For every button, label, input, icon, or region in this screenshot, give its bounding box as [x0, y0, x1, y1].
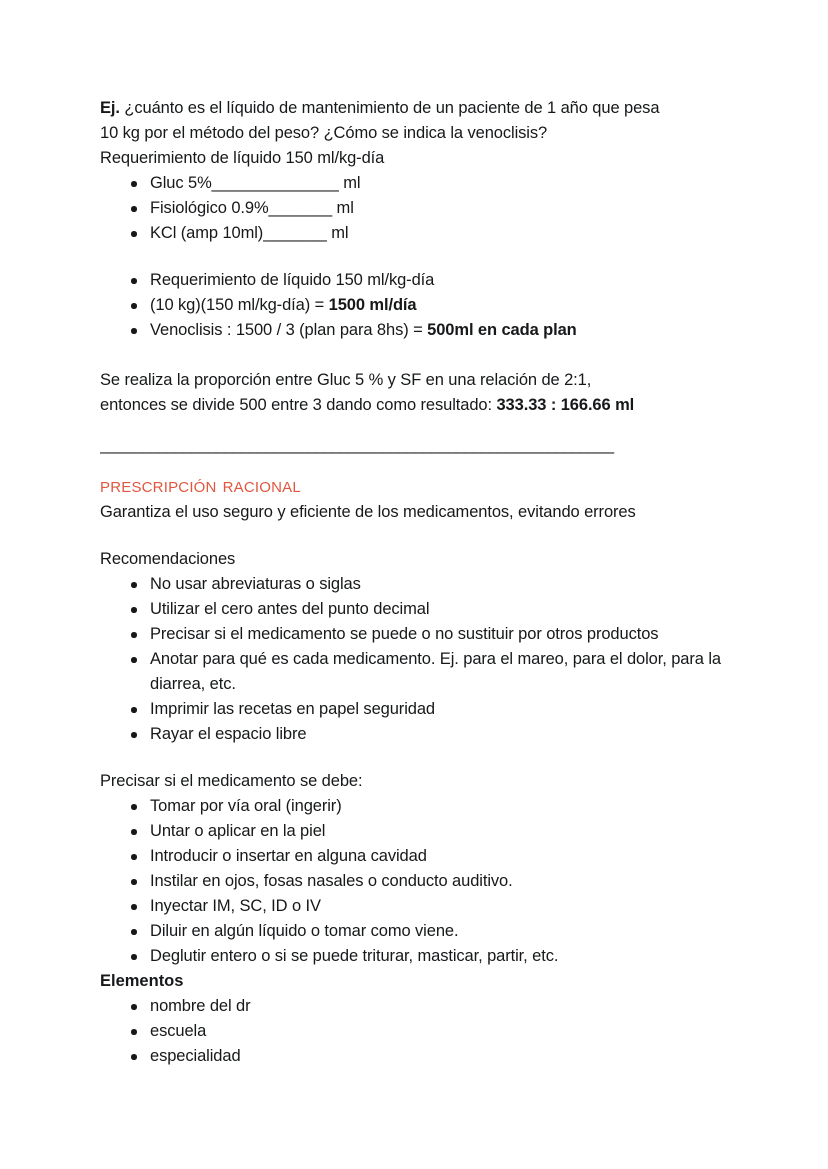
- list-item: Deglutir entero o si se puede triturar, masticar, partir, etc.: [100, 944, 728, 969]
- solution-text: Requerimiento de líquido 150 ml/kg-día: [150, 271, 435, 289]
- list-item: Inyectar IM, SC, ID o IV: [100, 894, 728, 919]
- list-item: escuela: [100, 1019, 728, 1044]
- list-item: Untar o aplicar en la piel: [100, 819, 728, 844]
- elements-list: [100, 994, 728, 1069]
- exercise-blanks-list: [100, 171, 728, 246]
- list-item: KCl (amp 10ml)_______ ml: [100, 221, 728, 246]
- solution-result: 1500 ml/día: [328, 296, 417, 314]
- document-content: [100, 96, 728, 1069]
- solution-text: (10 kg)(150 ml/kg-día) =: [150, 296, 329, 314]
- list-item: Introducir o insertar en alguna cavidad: [100, 844, 728, 869]
- list-item: Gluc 5%______________ ml: [100, 171, 728, 196]
- proportion-line2-plain: entonces se divide 500 entre 3 dando como resultado:: [100, 396, 497, 414]
- section-heading-prescripcion-racional: prescripción racional: [100, 474, 301, 497]
- exercise-question-lead: Ej.: [100, 99, 120, 117]
- list-item: Imprimir las recetas en papel seguridad: [100, 697, 728, 722]
- elements-label: Elementos: [100, 972, 184, 990]
- list-spacer: [100, 246, 728, 268]
- proportion-line1: Se realiza la proporción entre Gluc 5 % y SF en una relación de 2:1,: [100, 371, 592, 389]
- exercise-question-line2: 10 kg por el método del peso? ¿Cómo se indica la venoclisis?: [100, 124, 548, 142]
- list-item: Utilizar el cero antes del punto decimal: [100, 597, 728, 622]
- solution-result: 500ml en cada plan: [427, 321, 577, 339]
- list-item: [100, 318, 728, 343]
- routes-list: [100, 794, 728, 969]
- list-item: Diluir en algún líquido o tomar como viene.: [100, 919, 728, 944]
- list-item: Tomar por vía oral (ingerir): [100, 794, 728, 819]
- exercise-solution-list: [100, 268, 728, 343]
- list-item: No usar abreviaturas o siglas: [100, 572, 728, 597]
- proportion-paragraph: [100, 368, 728, 418]
- rational-prescription-intro: Garantiza el uso seguro y eficiente de los medicamentos, evitando errores: [100, 503, 636, 521]
- recommendations-list: [100, 572, 728, 747]
- list-item: nombre del dr: [100, 994, 728, 1019]
- list-item: Anotar para qué es cada medicamento. Ej. para el mareo, para el dolor, para la diarrea, etc.: [100, 647, 728, 697]
- list-item: Rayar el espacio libre: [100, 722, 728, 747]
- section-divider: ______________________________________________________________: [100, 436, 614, 454]
- exercise-question-line1: ¿cuánto es el líquido de mantenimiento de un paciente de 1 año que pesa: [119, 99, 660, 117]
- list-item: especialidad: [100, 1044, 728, 1069]
- proportion-line2-result: 333.33 : 166.66 ml: [496, 396, 635, 414]
- list-item: Instilar en ojos, fosas nasales o conducto auditivo.: [100, 869, 728, 894]
- solution-text: Venoclisis : 1500 / 3 (plan para 8hs) =: [150, 321, 428, 339]
- recommendations-label: Recomendaciones: [100, 550, 236, 568]
- list-item: [100, 293, 728, 318]
- exercise-requirement: Requerimiento de líquido 150 ml/kg-día: [100, 149, 385, 167]
- list-item: Fisiológico 0.9%_______ ml: [100, 196, 728, 221]
- routes-label: Precisar si el medicamento se debe:: [100, 772, 363, 790]
- list-item: Precisar si el medicamento se puede o no sustituir por otros productos: [100, 622, 728, 647]
- exercise-question: [100, 96, 728, 146]
- list-item: [100, 268, 728, 293]
